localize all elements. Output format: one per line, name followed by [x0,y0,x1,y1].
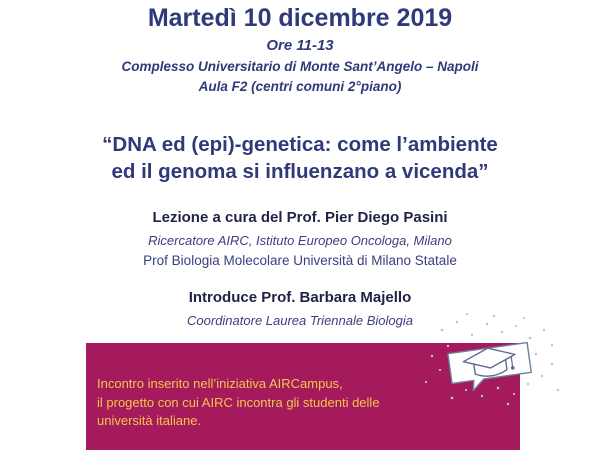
talk-title-line-1: “DNA ed (epi)-genetica: come l’ambiente [102,133,498,156]
event-date: Martedì 10 dicembre 2019 [147,4,453,32]
event-venue [0,57,600,97]
venue-line-1: Complesso Universitario di Monte Sant’Angelo – Napoli [121,59,479,74]
speaker-heading: Lezione a cura del Prof. Pier Diego Pasini [152,209,448,226]
footer-text [97,375,457,431]
speaker-role-1: Ricercatore AIRC, Istituto Europeo Oncologa, Milano [148,233,452,248]
footer-line-3: università italiane. [97,413,202,428]
footer-line-2: il progetto con cui AIRC incontra gli studenti delle [97,394,380,410]
introducer-heading: Introduce Prof. Barbara Majello [188,289,412,306]
event-time: Ore 11-13 [266,37,334,54]
footer-line-1: Incontro inserito nell’iniziativa AIRCampus, [97,376,343,391]
speaker-role-2: Prof Biologia Molecolare Università di Milano Statale [143,253,457,268]
graduation-cap-icon [412,310,562,410]
introducer-role: Coordinatore Laurea Triennale Biologia [187,313,413,328]
talk-title-line-2: ed il genoma si influenzano a vicenda” [111,160,489,183]
talk-title [0,131,600,185]
venue-line-2: Aula F2 (centri comuni 2°piano) [198,79,402,94]
